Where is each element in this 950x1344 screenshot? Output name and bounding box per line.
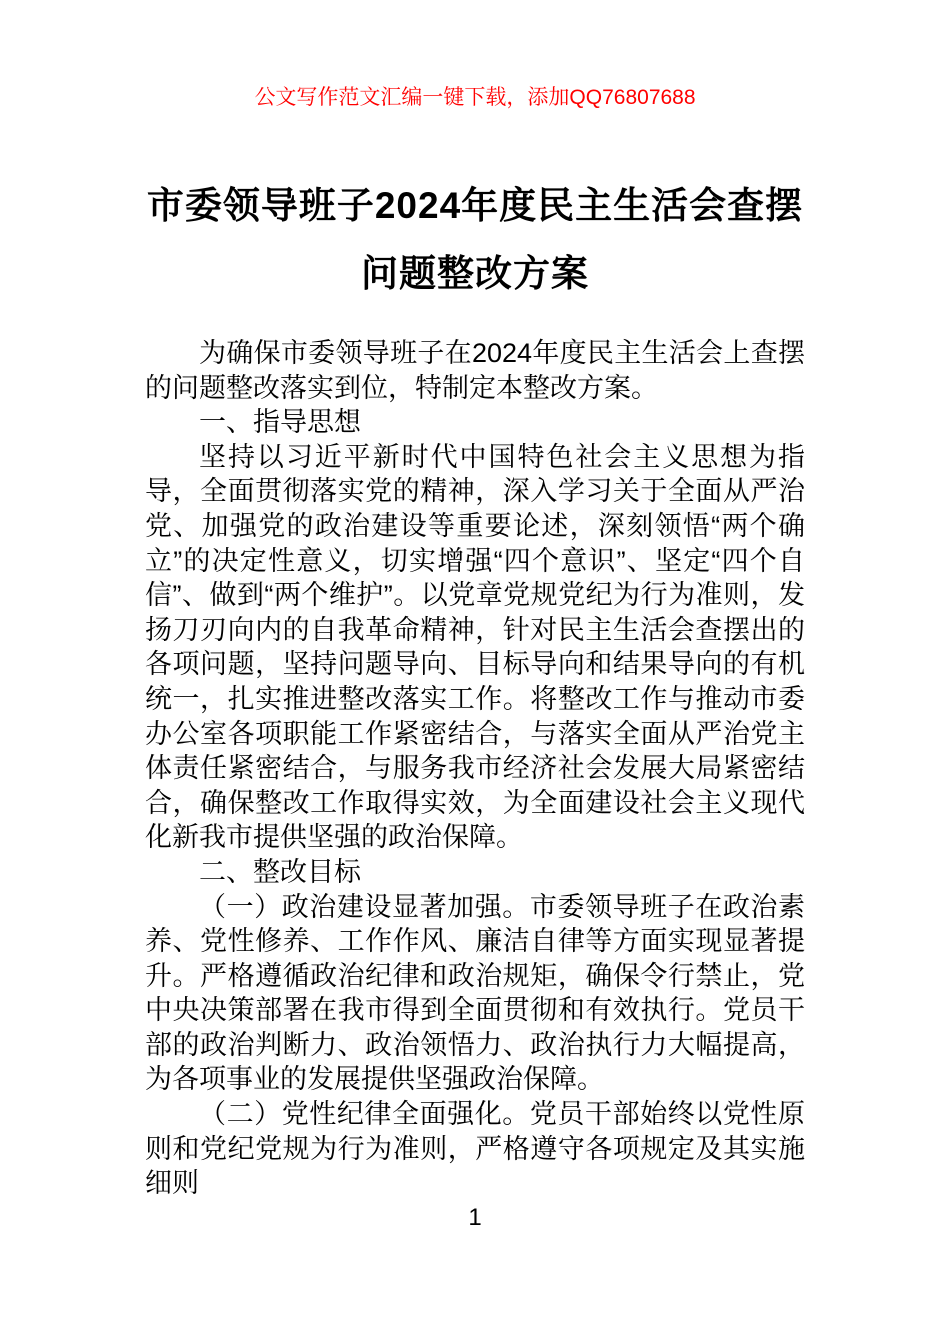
document-title: 市委领导班子2024年度民主生活会查摆问题整改方案 bbox=[146, 185, 804, 294]
section-heading-guiding-thought: 一、指导思想 bbox=[199, 407, 361, 438]
document-body bbox=[145, 336, 805, 1201]
promo-notice: 公文写作范文汇编一键下载，添加QQ76807688 bbox=[254, 86, 696, 109]
section-heading-rectification-goals: 二、整改目标 bbox=[199, 856, 361, 887]
paragraph-goal-political-building: （一）政治建设显著加强。市委领导班子在政治素养、党性修养、工作作风、廉洁自律等方面实现显著提升。严格遵循政治纪律和政治规矩，确保令行禁止，党中央决策部署在我市得到全面贯彻和有效执行。党员干部的政治判断力、政治领悟力、政治执行力大幅提高，为各项事业的发展提供坚强政治保障。 bbox=[145, 891, 805, 1095]
page-number: 1 bbox=[468, 1204, 482, 1231]
paragraph-goal-party-discipline: （二）党性纪律全面强化。党员干部始终以党性原则和党纪党规为行为准则，严格遵守各项规定及其实施细则 bbox=[145, 1099, 805, 1199]
paragraph-guiding-thought: 坚持以习近平新时代中国特色社会主义思想为指导，全面贯彻落实党的精神，深入学习关于全面从严治党、加强党的政治建设等重要论述，深刻领悟“两个确立”的决定性意义，切实增强“四个意识”、坚定“四个自信”、做到“两个维护”。以党章党规党纪为行为准则，发扬刀刃向内的自我革命精神，针对民主生活会查摆出的各项问题，坚持问题导向、目标导向和结果导向的有机统一，扎实推进整改落实工作。将整改工作与推动市委办公室各项职能工作紧密结合，与落实全面从严治党主体责任紧密结合，与服务我市经济社会发展大局紧密结合，确保整改工作取得实效，为全面建设社会主义现代化新我市提供坚强的政治保障。 bbox=[145, 441, 805, 853]
intro-paragraph: 为确保市委领导班子在2024年度民主生活会上查摆的问题整改落实到位，特制定本整改方案。 bbox=[145, 338, 805, 403]
